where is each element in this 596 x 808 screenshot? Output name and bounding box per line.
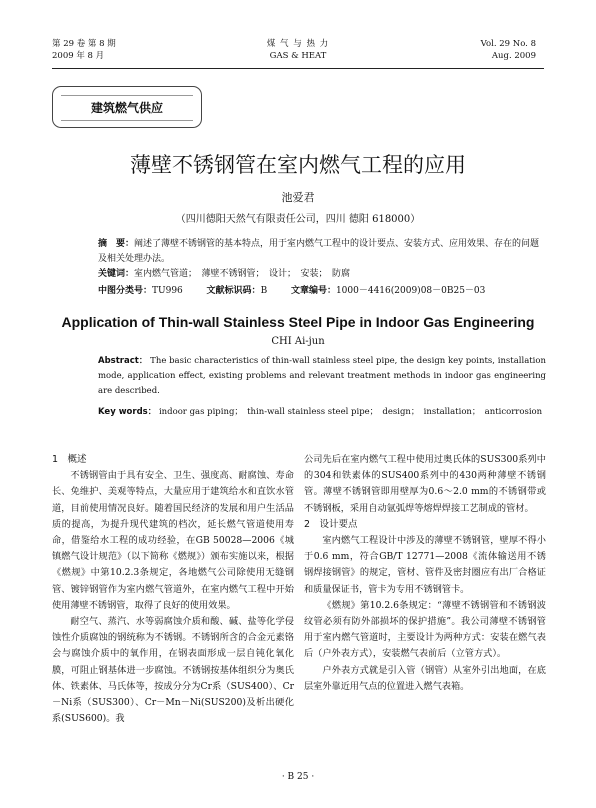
issue-date: 2009 年 8 月	[52, 51, 105, 61]
article-number-label: 文章编号：	[290, 286, 336, 296]
abstract-cn-label: 摘 要：	[98, 239, 135, 249]
keywords-cn-text: 室内燃气管道； 薄壁不锈钢管； 设计； 安装； 防腐	[134, 269, 351, 279]
body-column-left	[52, 452, 294, 727]
section-tag-label: 建筑燃气供应	[61, 95, 193, 121]
paragraph: 不锈钢管由于具有安全、卫生、强度高、耐腐蚀、寿命长、免维护、美观等特点，大量应用于建筑给水和直饮水管道，目前使用情况良好。随着国民经济的发展和用户生活品质的提高，为提升现代建筑的档次，延长燃气管道使用寿命，借鉴给水工程的成功经验，在GB 50028—2006《城镇燃气设计规范》（以下简称《燃规》）颁布实施以来，根据《燃规》中第10.2.3条规定，各地燃气公司除使用无缝钢管、镀锌钢管作为室内燃气管道外，在室内燃气工程中开始使用薄壁不锈钢管，取得了良好的使用效果。	[52, 470, 294, 611]
abstract-cn-text: 阐述了薄壁不锈钢管的基本特点，用于室内燃气工程中的设计要点、安装方式、应用效果、存在的问题及相关处理办法。	[98, 239, 540, 264]
volume-issue-en: Vol. 29 No. 8	[480, 39, 536, 49]
keywords-en-text: indoor gas piping； thin-wall stainless steel pipe； design； installation； anticorrosion	[158, 407, 543, 417]
clc-value: TU996	[152, 286, 183, 296]
section-heading-overview: 1 概述	[52, 454, 87, 465]
keywords-en-label: Key words：	[98, 407, 157, 417]
abstract-cn	[98, 237, 546, 267]
keywords-cn-label: 关键词：	[98, 269, 135, 279]
abstract-en-label: Abstract：	[98, 356, 148, 366]
author-cn: 池爱君	[281, 191, 315, 204]
doc-code-value: B	[260, 286, 268, 296]
journal-name-en: GAS & HEAT	[269, 51, 327, 61]
affiliation-cn: （四川德阳天然气有限责任公司，四川 德阳 618000）	[175, 214, 421, 225]
paragraph: 户外表方式就是引入管（钢管）从室外引出地面，在底层室外靠近用气点的位置进入燃气表箱。	[304, 664, 546, 692]
paragraph: 室内燃气工程设计中涉及的薄壁不锈钢管，壁厚不得小于0.6 mm，符合GB/T 12771—2008《流体输送用不锈钢焊接钢管》的规定，管材、管件及密封圈应有出厂合格证和质量保证书，管卡为专用不锈钢管卡。	[304, 535, 546, 595]
volume-issue: 第 29 卷 第 8 期	[52, 39, 116, 49]
body-column-right	[304, 452, 546, 695]
paragraph: 公司先后在室内燃气工程中使用过奥氏体的SUS300系列中的304和铁素体的SUS400系列中的430两种薄壁不锈钢管。薄壁不锈钢管即用壁厚为0.6～2.0 mm的不锈钢带或不锈钢板，采用自动氩弧焊等熔焊焊接工艺制成的管材。	[304, 454, 546, 514]
classification-line	[98, 284, 546, 299]
keywords-cn	[98, 267, 546, 282]
section-tag	[52, 86, 202, 128]
clc-label: 中图分类号：	[98, 286, 153, 296]
paragraph: 耐空气、蒸汽、水等弱腐蚀介质和酸、碱、盐等化学侵蚀性介质腐蚀的钢统称为不锈钢。不锈钢所含的合金元素铬会与腐蚀介质中的氧作用，在钢表面形成一层自钝化氧化膜，可阻止钢基体进一步腐蚀。不锈钢按基体组织分为奥氏体、铁素体、马氏体等，按成分分为Cr系（SUS400）、Cr－Ni系（SUS300）、Cr－Mn－Ni(SUS200)及析出硬化系(SUS600)。我	[52, 616, 294, 725]
article-title-cn: 薄壁不锈钢管在室内燃气工程的应用	[130, 153, 466, 177]
section-heading-design: 2 设计要点	[304, 518, 358, 530]
article-title-en: Application of Thin-wall Stainless Steel Pipe in Indoor Gas Engineering	[61, 314, 535, 330]
abstract-en	[98, 354, 546, 399]
journal-volume-info-en	[481, 38, 536, 62]
header-divider	[52, 68, 544, 69]
doc-code-label: 文献标识码：	[206, 286, 261, 296]
article-number-value: 1000－4416(2009)08－0B25－03	[335, 286, 486, 296]
page-number: · B 25 ·	[281, 772, 315, 782]
journal-name-cn: 煤 气 与 热 力	[266, 39, 330, 49]
paragraph: 《燃规》第10.2.6条规定：“薄壁不锈钢管和不锈钢波纹管必须有防外部损坏的保护措施”。我公司薄壁不锈钢管用于室内燃气管道时，主要设计为两种方式：安装在燃气表后（户外表方式），安装燃气表前后（立管方式）。	[304, 599, 546, 660]
keywords-en	[98, 405, 546, 420]
abstract-en-text: The basic characteristics of thin-wall stainless steel pipe, the design key points, installation mode, application effect, existing problems and relevant treatment methods in indoor gas engineering are described.	[98, 356, 546, 396]
issue-date-en: Aug. 2009	[491, 51, 536, 61]
author-en: CHI Ai-jun	[271, 336, 325, 347]
